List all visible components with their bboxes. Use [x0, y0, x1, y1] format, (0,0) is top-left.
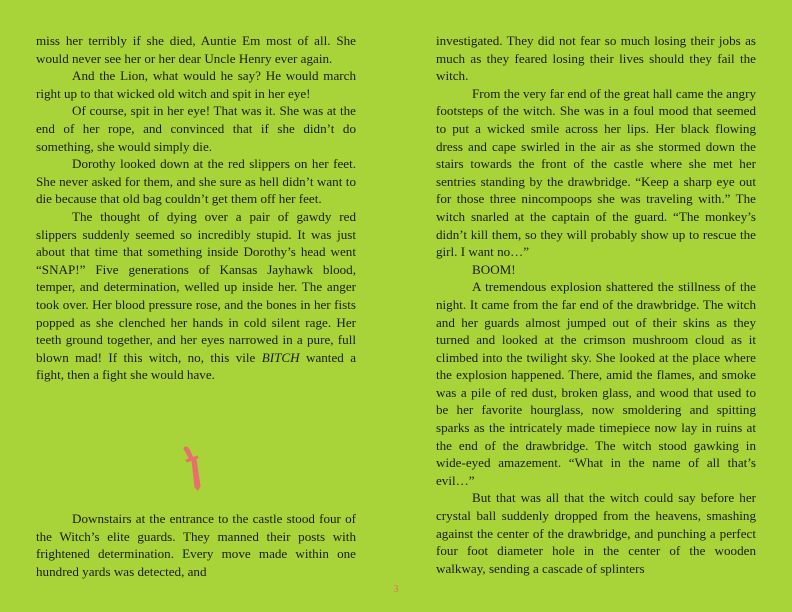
page-number: 3 [393, 584, 399, 595]
snap-text-italic: BITCH [261, 349, 300, 365]
paragraph: miss her terribly if she died, Auntie Em most of all. She would never see her or her dear Uncle Henry ever again. [36, 33, 356, 66]
snap-text-start: The thought of dying over a pair of gawdy red slippers suddenly seemed so incredibly stupid. It was just about that time that something inside Dorothy’s head went “SNAP!” Five generations of Kansas Jayhawk blood, temper, and determination, welled up inside her. The anger took over. Her blood pressure rose, and the bones in her fists popped as she clenched her hands in cold silent rage. Her teeth ground together, and her eyes narrowed in a pure, full blown mad! If this witch, no, this vile [36, 208, 356, 365]
paragraph: investigated. They did not fear so much losing their jobs as much as they feared losing their lives should they fail the witch. [436, 33, 756, 84]
paragraph: Dorothy looked down at the red slippers on her feet. She never asked for them, and she sure as hell didn’t want to die because that old bag couldn’t get them off her feet. [36, 156, 356, 207]
paragraph: But that was all that the witch could say before her crystal ball suddenly dropped from the heavens, smashing against the center of the drawbridge, and punching a perfect four foot diameter hole in the center of the wooden walkway, sending a cascade of splinters [436, 490, 756, 576]
snap-text-end: wanted a fight, then a fight she would have. [36, 349, 357, 383]
paragraph-snap [36, 208, 356, 384]
paragraph: Of course, spit in her eye! That was it. She was at the end of her rope, and convinced that if she didn’t do something, she would simply die. [36, 103, 356, 154]
paragraph: From the very far end of the great hall came the angry footsteps of the witch. She was in a foul mood that seemed to put a wicked smile across her lips. Her black flowing dress and cape swirled in the air as she stormed down the stairs towards the front of the castle where she met her sentries standing by the drawbridge. “Keep a sharp eye out for those three nincompoops she was traveling with.” The witch snarled at the captain of the guard. “The monkey’s didn’t kill them, so they will probably show up to rescue the girl. I want no…” [436, 85, 756, 260]
paragraph: And the Lion, what would he say? He would march right up to that wicked old witch and spit in her eye! [36, 68, 356, 101]
dagger-icon [182, 446, 204, 492]
paragraph-boom: BOOM! [472, 261, 516, 277]
left-column-bottom [36, 510, 356, 580]
paragraph: Downstairs at the entrance to the castle stood four of the Witch’s elite guards. They manned their posts with frightened determination. Every move made within one hundred yards was detected, and [36, 511, 356, 579]
left-column-top [36, 32, 356, 384]
paragraph: A tremendous explosion shattered the stillness of the night. It came from the far end of the drawbridge. The witch and her guards almost jumped out of their skins as they turned and looked at the crimson mushroom cloud as it climbed into the twilight sky. She looked at the place where the explosion happened. There, amid the flames, and smoke was a pile of red dust, broken glass, and wood that used to be her favorite hourglass, now smoldering and spitting sparks as the intricately made timepiece now lay in ruins at the end of the drawbridge. The witch stood gawking in wide-eyed amazement. “What in the name of all that’s evil…” [436, 279, 756, 488]
right-column [436, 32, 756, 577]
